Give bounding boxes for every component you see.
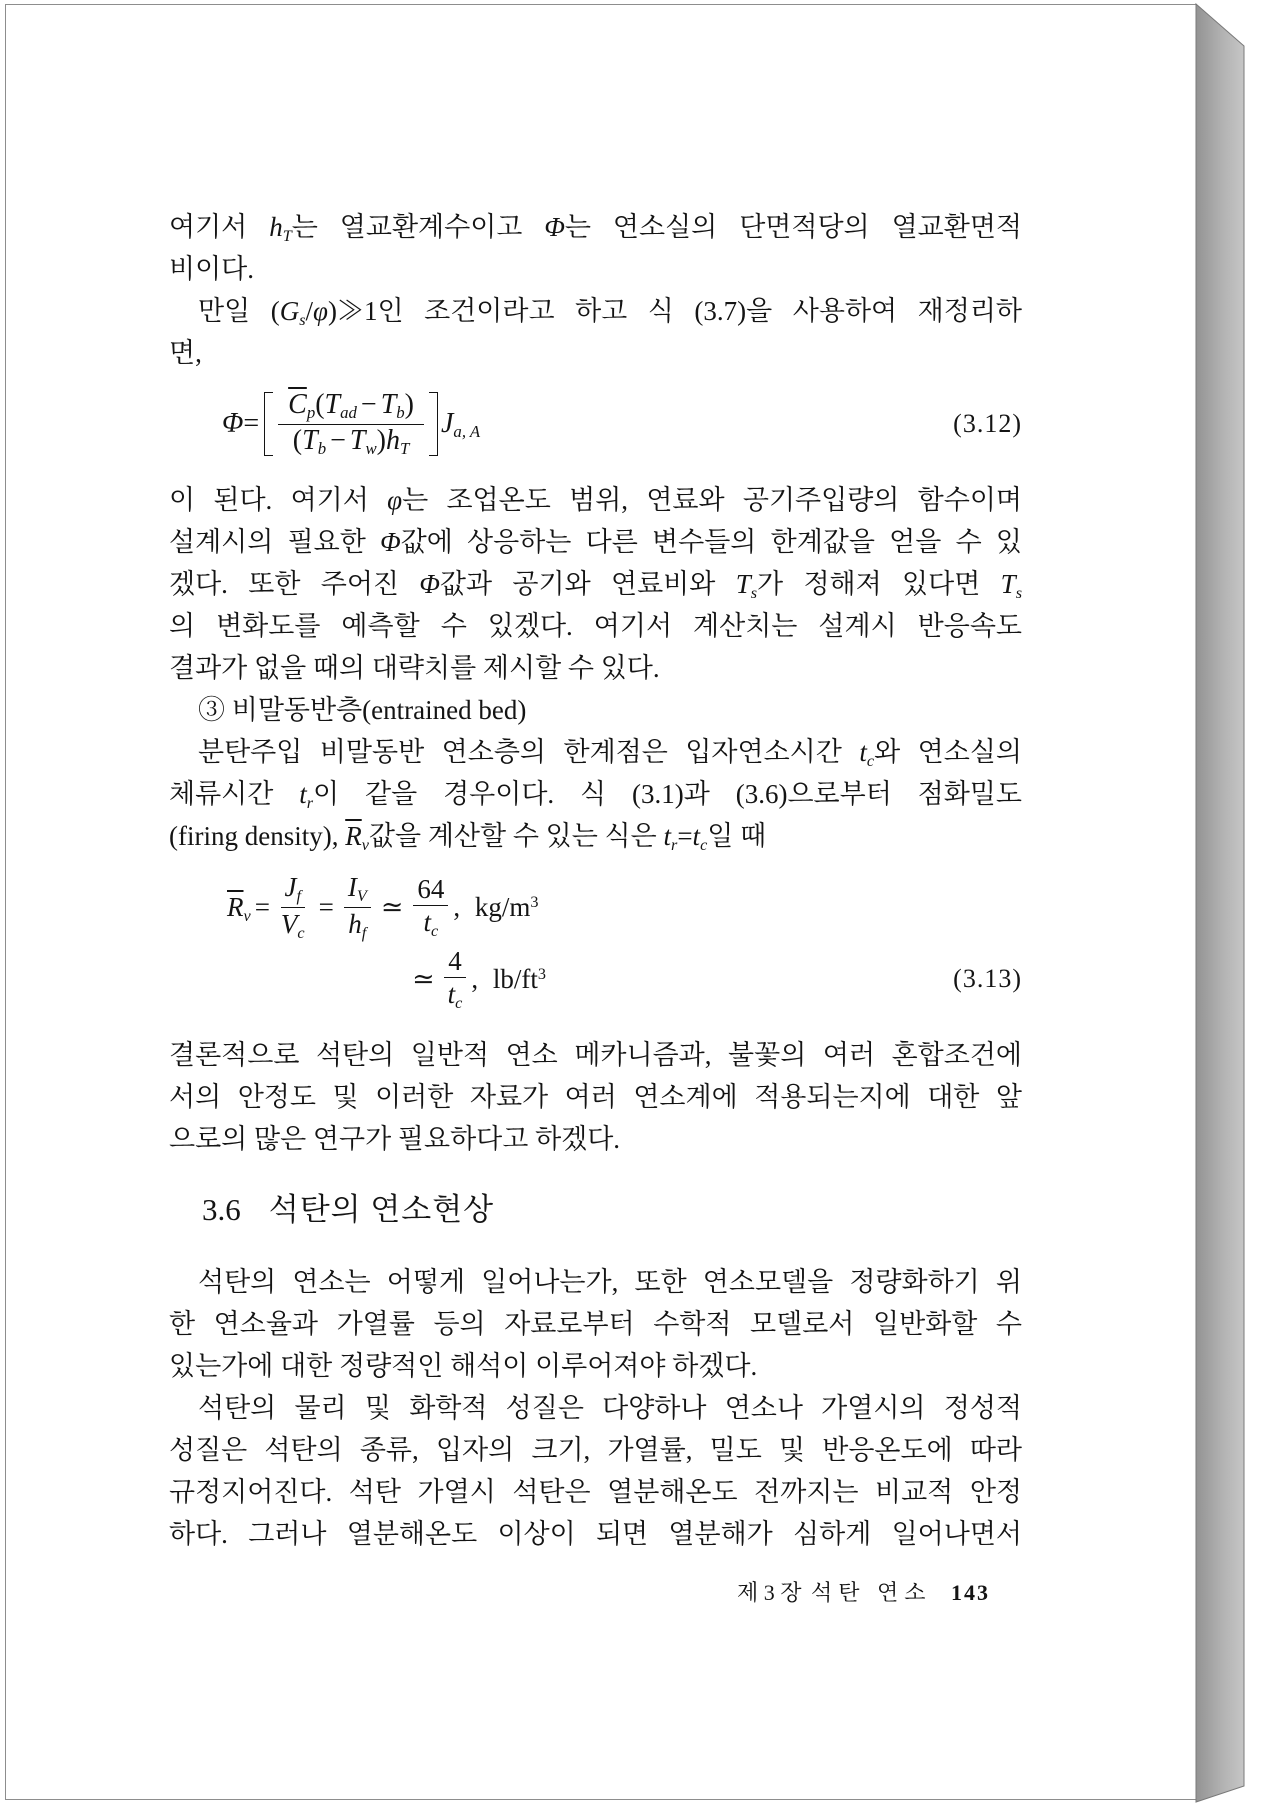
math-paren: ) bbox=[376, 424, 386, 456]
fraction-numerator: 4 bbox=[444, 946, 466, 978]
text-line bbox=[169, 248, 1022, 290]
text-run: 는 조업온도 범위, 연료와 공기주입량의 함수이며 bbox=[402, 485, 1022, 515]
math-subscript: v bbox=[361, 836, 369, 855]
math-term bbox=[441, 408, 480, 440]
text-run: 면, bbox=[169, 338, 202, 368]
math-variable: φ bbox=[387, 485, 403, 515]
text-run: 규정지어진다. 석탄 가열시 석탄은 열분해온도 전까지는 비교적 안정 bbox=[169, 1477, 1022, 1507]
text-run: 일 때 bbox=[707, 821, 767, 851]
math-variable: t bbox=[299, 779, 307, 809]
math-variable: J bbox=[284, 871, 297, 902]
math-variable: t bbox=[692, 821, 701, 851]
math-variable: t bbox=[447, 978, 456, 1009]
text-run: 으로의 많은 연구가 필요하다고 하겠다. bbox=[169, 1124, 621, 1154]
fraction bbox=[413, 874, 448, 941]
paragraph bbox=[169, 731, 1022, 857]
math-subscript: v bbox=[243, 906, 251, 925]
section-title: 석탄의 연소현상 bbox=[268, 1192, 495, 1227]
text-run: 결과가 없을 때의 대략치를 제시할 수 있다. bbox=[169, 653, 660, 683]
text-line bbox=[169, 206, 1022, 248]
equals-sign: = bbox=[318, 891, 334, 922]
text-run: 만일 ( bbox=[198, 296, 280, 326]
math-subscript: V bbox=[356, 886, 367, 905]
unit-text: , kg/m bbox=[453, 891, 531, 922]
equals-sign: = bbox=[243, 408, 260, 439]
math-subscript: c bbox=[700, 836, 708, 855]
text-run: 체류시간 bbox=[169, 779, 300, 809]
text-run: 서의 안정도 및 이러한 자료가 여러 연소계에 적용되는지에 대한 앞 bbox=[169, 1082, 1022, 1112]
text-run: / bbox=[305, 296, 314, 326]
math-variable: h bbox=[385, 424, 400, 456]
text-run: 한 연소율과 가열률 등의 자료로부터 수학적 모델로서 일반화할 수 bbox=[169, 1309, 1022, 1339]
text-line bbox=[169, 731, 1022, 773]
text-run: )≫1인 조건이라고 하고 식 (3.7)을 사용하여 재정리하 bbox=[327, 296, 1023, 326]
unit-text: , lb/ft bbox=[471, 963, 538, 994]
math-variable: t bbox=[859, 737, 867, 767]
right-bracket bbox=[429, 392, 438, 456]
text-run: 여기서 bbox=[169, 212, 270, 242]
text-line bbox=[169, 1471, 1022, 1513]
math-subscript: b bbox=[317, 438, 327, 458]
unit-superscript: 3 bbox=[537, 964, 546, 983]
text-line bbox=[169, 563, 1022, 605]
text-line bbox=[169, 1387, 1022, 1429]
math-variable: Φ bbox=[544, 212, 565, 242]
paragraph bbox=[169, 1387, 1022, 1555]
text-line bbox=[169, 1034, 1022, 1076]
text-line bbox=[169, 1261, 1022, 1303]
section-heading bbox=[202, 1188, 494, 1232]
text-run: 이 같을 경우이다. 식 (3.1)과 (3.6)으로부터 점화밀도 bbox=[313, 779, 1022, 809]
math-variable: h bbox=[348, 908, 362, 939]
text-line bbox=[169, 479, 1022, 521]
fraction bbox=[277, 872, 309, 943]
paragraph bbox=[169, 206, 1022, 290]
equation-3-13-row-2 bbox=[412, 939, 546, 1019]
paragraph bbox=[169, 479, 1022, 689]
math-variable: V bbox=[280, 908, 298, 939]
fraction bbox=[344, 872, 371, 943]
text-run: 결론적으로 석탄의 일반적 연소 메카니즘과, 불꽃의 여러 혼합조건에 bbox=[169, 1040, 1022, 1070]
minus-sign: − bbox=[330, 424, 346, 456]
math-subscript: b bbox=[396, 402, 405, 422]
math-subscript: ad bbox=[340, 402, 357, 422]
math-subscript: s bbox=[750, 584, 758, 603]
text-run: 이 된다. 여기서 bbox=[169, 485, 388, 515]
equation-number: (3.12) bbox=[953, 409, 1022, 438]
math-subscript: T bbox=[399, 438, 410, 458]
text-line bbox=[169, 1076, 1022, 1118]
text-run: 설계시의 필요한 bbox=[169, 527, 381, 557]
math-variable: $\overline{R}$ bbox=[227, 891, 244, 922]
unit-label bbox=[453, 892, 538, 923]
math-variable: T bbox=[324, 388, 341, 420]
math-subscript: r bbox=[671, 836, 678, 855]
page-number: 143 bbox=[951, 1580, 990, 1605]
math-subscript: c bbox=[431, 921, 439, 940]
math-paren: ) bbox=[404, 388, 414, 420]
math-variable: G bbox=[279, 296, 300, 326]
math-paren: ( bbox=[292, 424, 303, 456]
math-subscript: f bbox=[361, 923, 367, 942]
text-run: 값에 상응하는 다른 변수들의 한계값을 얻을 수 있 bbox=[400, 527, 1023, 557]
math-term bbox=[227, 892, 251, 923]
text-run: 있는가에 대한 정량적인 해석이 이루어져야 하겠다. bbox=[169, 1351, 758, 1381]
math-variable: Φ bbox=[222, 408, 244, 439]
page-edge-shadow bbox=[1195, 0, 1247, 1806]
math-subscript: w bbox=[365, 438, 377, 458]
fraction-denominator bbox=[344, 908, 370, 943]
math-variable: Φ bbox=[419, 569, 440, 599]
text-run: 성질은 석탄의 종류, 입자의 크기, 가열률, 밀도 및 반응온도에 따라 bbox=[169, 1435, 1022, 1465]
text-line bbox=[169, 647, 1022, 689]
math-variable: I bbox=[347, 871, 357, 902]
text-run: 는 연소실의 단면적당의 열교환면적 bbox=[564, 212, 1023, 242]
fraction bbox=[278, 390, 424, 459]
math-subscript: a, A bbox=[453, 422, 481, 442]
math-subscript: s bbox=[1015, 584, 1022, 603]
text-line bbox=[169, 332, 1022, 374]
text-line bbox=[169, 521, 1022, 563]
math-variable: $\overline{R}$ bbox=[345, 821, 362, 851]
chapter-label: 제 3 장 bbox=[737, 1580, 802, 1605]
text-line bbox=[169, 815, 1022, 857]
text-line bbox=[169, 1429, 1022, 1471]
paragraph bbox=[169, 290, 1022, 374]
text-column bbox=[169, 0, 1022, 1806]
fraction-numerator bbox=[278, 390, 424, 425]
fraction-numerator: 64 bbox=[413, 874, 448, 906]
text-run: 는 열교환계수이고 bbox=[291, 212, 545, 242]
equation-3-13-row-1 bbox=[227, 867, 538, 947]
math-subscript: c bbox=[297, 923, 305, 942]
text-run: 하다. 그러나 열분해온도 이상이 되면 열분해가 심하게 일어나면서 bbox=[169, 1519, 1022, 1549]
math-variable: φ bbox=[313, 296, 328, 326]
text-run: 분탄주입 비말동반 연소층의 한계점은 입자연소시간 bbox=[198, 737, 860, 767]
fraction-denominator bbox=[420, 906, 443, 941]
math-subscript: r bbox=[306, 794, 314, 813]
text-run: 의 변화도를 예측할 수 있겠다. 여기서 계산치는 설계시 반응속도 bbox=[169, 611, 1022, 641]
text-run: 석탄의 연소는 어떻게 일어나는가, 또한 연소모델을 정량화하기 위 bbox=[198, 1267, 1022, 1297]
text-line bbox=[169, 773, 1022, 815]
text-line bbox=[169, 1513, 1022, 1555]
math-variable: h bbox=[269, 212, 283, 242]
math-variable: T bbox=[1000, 569, 1016, 599]
text-line bbox=[169, 605, 1022, 647]
math-variable: t bbox=[663, 821, 671, 851]
text-run: ③ 비말동반층(entrained bed) bbox=[198, 695, 527, 725]
fraction-denominator bbox=[283, 425, 420, 459]
math-variable: t bbox=[423, 906, 432, 937]
minus-sign: − bbox=[360, 388, 377, 420]
math-subscript: c bbox=[455, 993, 463, 1012]
equals-sign: = bbox=[254, 891, 270, 922]
section-number: 3.6 bbox=[202, 1192, 241, 1227]
math-variable: T bbox=[349, 424, 366, 456]
math-variable: T bbox=[735, 569, 751, 599]
text-run: 겠다. 또한 주어진 bbox=[169, 569, 420, 599]
text-line bbox=[169, 1118, 1022, 1160]
equation-3-12 bbox=[222, 384, 480, 464]
approx-sign: ≃ bbox=[380, 891, 404, 922]
math-subscript: s bbox=[299, 311, 306, 330]
equation-number: (3.13) bbox=[953, 964, 1022, 993]
math-paren: ( bbox=[315, 388, 325, 420]
paragraph bbox=[169, 1034, 1022, 1160]
fraction-numerator bbox=[281, 872, 305, 908]
math-subscript: c bbox=[866, 752, 875, 771]
text-line bbox=[169, 290, 1022, 332]
paragraph bbox=[169, 689, 1022, 731]
math-subscript: f bbox=[296, 886, 301, 905]
math-variable: Φ bbox=[380, 527, 401, 557]
text-run: 값과 공기와 연료비와 bbox=[439, 569, 736, 599]
math-subscript: p bbox=[306, 402, 316, 422]
text-run: 값을 계산할 수 있는 식은 bbox=[368, 821, 664, 851]
subsection-item bbox=[169, 689, 1022, 731]
unit-superscript: 3 bbox=[530, 892, 539, 911]
text-line bbox=[169, 1345, 1022, 1387]
text-run: 석탄의 물리 및 화학적 성질은 다양하나 연소나 가열시의 정성적 bbox=[198, 1393, 1022, 1423]
text-run: 가 정해져 있다면 bbox=[757, 569, 1001, 599]
text-run: 와 연소실의 bbox=[874, 737, 1022, 767]
fraction bbox=[444, 946, 467, 1013]
math-variable: J bbox=[440, 408, 454, 439]
left-bracket bbox=[264, 392, 273, 456]
math-variable: $\overline{C}$ bbox=[288, 388, 307, 420]
fraction-numerator bbox=[344, 872, 371, 908]
fraction-denominator bbox=[444, 978, 467, 1013]
text-run: (firing density), bbox=[169, 821, 346, 851]
text-line bbox=[169, 1303, 1022, 1345]
math-variable: T bbox=[302, 424, 318, 456]
paragraph bbox=[169, 1261, 1022, 1387]
fraction-denominator bbox=[277, 908, 309, 943]
text-run: 비이다. bbox=[169, 254, 254, 284]
math-variable: T bbox=[380, 388, 397, 420]
unit-label bbox=[471, 964, 546, 995]
chapter-title: 석탄 연소 bbox=[811, 1580, 932, 1605]
equals-sign: = bbox=[677, 821, 693, 851]
approx-sign: ≃ bbox=[412, 963, 435, 994]
math-subscript: T bbox=[282, 227, 292, 246]
